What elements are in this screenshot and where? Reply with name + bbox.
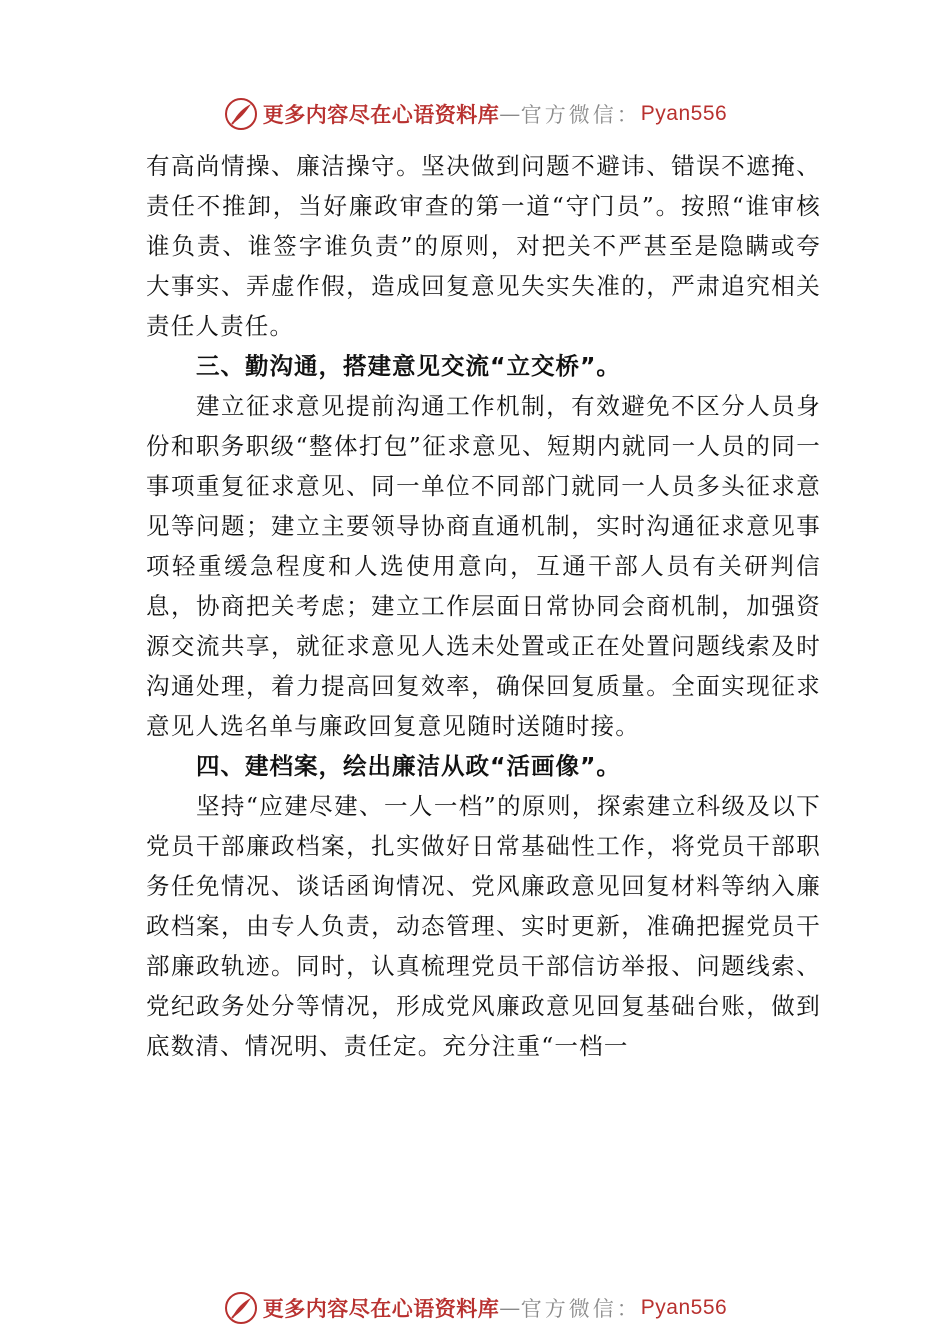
feather-pen-logo-icon xyxy=(223,1290,259,1326)
paragraph-archives: 坚持“应建尽建、一人一档”的原则，探索建立科级及以下党员干部廉政档案，扎实做好日常基础性工作，将党员干部职务任免情况、谈话函询情况、党风廉政意见回复材料等纳入廉政档案，由专人负责，动态管理、实时更新，准确把握党员干部廉政轨迹。同时，认真梳理党员干部信访举报、问题线索、党纪政务处分等情况，形成党风廉政意见回复基础台账，做到底数清、情况明、责任定。充分注重“一档一 xyxy=(146,792,821,1060)
banner-separator: — xyxy=(499,102,521,126)
section-heading-3: 三、勤沟通，搭建意见交流“立交桥”。 xyxy=(196,352,621,380)
document-body xyxy=(146,146,821,1066)
paragraph-communication: 建立征求意见提前沟通工作机制，有效避免不区分人员身份和职务职级“整体打包”征求意见、短期内就同一人员的同一事项重复征求意见、同一单位不同部门就同一人员多头征求意见等问题；建立主要领导协商直通机制，实时沟通征求意见事项轻重缓急程度和人选使用意向，互通干部人员有关研判信息，协商把关考虑；建立工作层面日常协同会商机制，加强资源交流共享，就征求意见人选未处置或正在处置问题线索及时沟通处理，着力提高回复效率，确保回复质量。全面实现征求意见人选名单与廉政回复意见随时送随时接。 xyxy=(146,392,821,740)
banner-text xyxy=(263,99,727,129)
banner-wechat-label: 官方微信： xyxy=(520,1297,641,1321)
section-heading-4: 四、建档案，绘出廉洁从政“活画像”。 xyxy=(196,752,621,780)
banner-wechat-label: 官方微信： xyxy=(520,103,641,127)
paragraph-continued: 有高尚情操、廉洁操守。坚决做到问题不避讳、错误不遮掩、责任不推卸，当好廉政审查的第一道“守门员”。按照“谁审核谁负责、谁签字谁负责”的原则，对把关不严甚至是隐瞒或夸大事实、弄虚作假，造成回复意见失实失准的，严肃追究相关责任人责任。 xyxy=(146,152,821,340)
banner-text xyxy=(263,1293,727,1323)
banner-promo: 更多内容尽在心语资料库 xyxy=(262,102,500,127)
banner-wechat-id: Pyan556 xyxy=(640,102,728,125)
header-banner xyxy=(0,94,950,134)
footer-banner xyxy=(0,1288,950,1328)
banner-promo: 更多内容尽在心语资料库 xyxy=(262,1296,500,1321)
banner-separator: — xyxy=(499,1296,521,1320)
feather-pen-logo-icon xyxy=(223,96,259,132)
banner-wechat-id: Pyan556 xyxy=(640,1296,728,1319)
